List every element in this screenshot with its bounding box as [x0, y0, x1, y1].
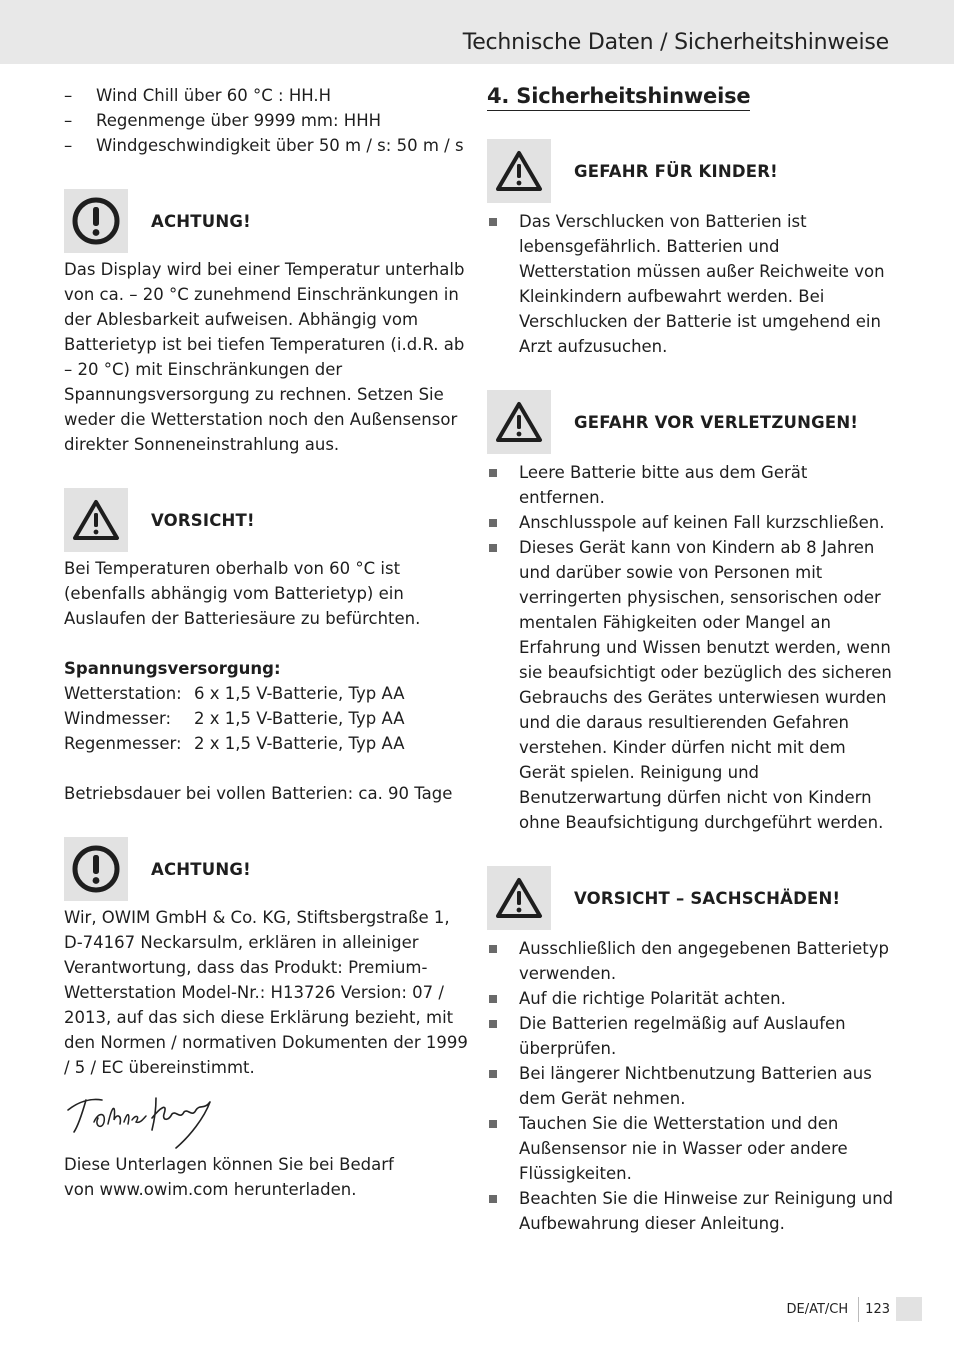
list-item: Auf die richtige Polarität achten. — [487, 986, 895, 1011]
footer-tab-marker — [896, 1297, 922, 1321]
warning-triangle-icon — [64, 488, 128, 552]
list-item: Leere Batterie bitte aus dem Gerät entfernen. — [487, 460, 895, 510]
exclamation-circle-icon — [64, 837, 128, 901]
signature-image — [64, 1080, 224, 1152]
declaration-text: Wir, OWIM GmbH & Co. KG, Stiftsbergstraße 1, D-74167 Neckarsulm, erklären in alleiniger Verantwortung, dass das Produkt: Premium-Wetterstation Model-Nr.: H13726 Version: 07 / 2013, auf das sich diese Erklärung bezieht, mit den Normen / normativen Dokumenten der 1999 / 5 / EC übereinstimmt. — [64, 908, 468, 1077]
section-title: 4. Sicherheitshinweise — [487, 83, 750, 111]
left-column — [64, 83, 472, 1202]
page-title: Technische Daten / Sicherheitshinweise — [462, 30, 889, 55]
notice-title: VORSICHT – SACHSCHÄDEN! — [574, 888, 841, 908]
sachschaeden-list — [487, 936, 895, 1236]
list-item: – Wind Chill über 60 °C : HH.H — [64, 86, 332, 105]
notice-title: GEFAHR FÜR KINDER! — [574, 161, 778, 181]
notice-gefahr-verletzungen — [487, 390, 895, 454]
list-item: Bei längerer Nichtbenutzung Batterien aus dem Gerät nehmen. — [487, 1061, 895, 1111]
notice-text: Bei Temperaturen oberhalb von 60 °C ist (ebenfalls abhängig vom Batterietyp) ein Auslaufen der Batteriesäure zu befürchten. — [64, 559, 421, 628]
notice-achtung-declaration — [64, 837, 472, 901]
spec-row: Regenmesser: 2 x 1,5 V-Batterie, Typ AA — [64, 734, 405, 753]
display-limits-list — [64, 83, 472, 158]
kinder-list — [487, 209, 895, 359]
notice-text: Das Display wird bei einer Temperatur unterhalb von ca. – 20 °C zunehmend Einschränkungen in der Ablesbarkeit aufweisen. Abhängig vom Batterietyp ist bei tiefen Temperaturen (i.d.R. ab – 20 °C) mit Einschränkungen der Spannungsversorgung zu rechnen. Setzen Sie weder die Wetterstation noch den Außensensor direkter Sonneneinstrahlung aus. — [64, 260, 465, 454]
notice-title: GEFAHR VOR VERLETZUNGEN! — [574, 412, 859, 432]
warning-triangle-icon — [487, 866, 551, 930]
language-code: DE/AT/CH — [786, 1301, 849, 1317]
list-item: Ausschließlich den angegebenen Batterietyp verwenden. — [487, 936, 895, 986]
list-item: – Windgeschwindigkeit über 50 m / s: 50 m / s — [64, 136, 464, 155]
notice-title: VORSICHT! — [151, 510, 255, 530]
warning-triangle-icon — [487, 390, 551, 454]
right-column — [487, 83, 895, 1236]
list-item: Die Batterien regelmäßig auf Auslaufen überprüfen. — [487, 1011, 895, 1061]
download-text: Diese Unterlagen können Sie bei Bedarf von www.owim.com herunterladen. — [64, 1155, 394, 1199]
list-item: Das Verschlucken von Batterien ist lebensgefährlich. Batterien und Wetterstation müssen außer Reichweite von Kleinkindern aufbewahrt werden. Bei Verschlucken der Batterie ist umgehend ein Arzt aufzusuchen. — [487, 209, 895, 359]
spec-row: Windmesser: 2 x 1,5 V-Batterie, Typ AA — [64, 709, 405, 728]
verletzung-list — [487, 460, 895, 835]
page-footer — [787, 1297, 923, 1321]
list-item: – Regenmenge über 9999 mm: HHH — [64, 111, 382, 130]
page-number: 123 — [858, 1297, 896, 1322]
warning-triangle-icon — [487, 139, 551, 203]
list-item: Anschlusspole auf keinen Fall kurzschließen. — [487, 510, 895, 535]
list-item: Tauchen Sie die Wetterstation und den Außensensor nie in Wasser oder andere Flüssigkeiten. — [487, 1111, 895, 1186]
notice-title: ACHTUNG! — [151, 211, 251, 231]
notice-vorsicht-temperature — [64, 488, 472, 552]
notice-vorsicht-sachschaeden — [487, 866, 895, 930]
notice-gefahr-kinder — [487, 139, 895, 203]
notice-achtung-display — [64, 189, 472, 253]
list-item: Dieses Gerät kann von Kindern ab 8 Jahren und darüber sowie von Personen mit verringerten physischen, sensorischen oder mentalen Fähigkeiten oder Mangel an Erfahrung und Wissen benutzt werden, wenn sie beaufsichtigt oder bezüglich des sicheren Gebrauchs des Gerätes unterwiesen wurden und die daraus resultierenden Gefahren verstehen. Kinder dürfen nicht mit dem Gerät spielen. Reinigung und Benutzerwartung dürfen nicht von Kindern ohne Beaufsichtigung durchgeführt werden. — [487, 535, 895, 835]
spec-row: Wetterstation: 6 x 1,5 V-Batterie, Typ AA — [64, 684, 405, 703]
power-heading: Spannungsversorgung: — [64, 659, 281, 678]
page-header — [0, 0, 954, 64]
list-item: Beachten Sie die Hinweise zur Reinigung und Aufbewahrung dieser Anleitung. — [487, 1186, 895, 1236]
exclamation-circle-icon — [64, 189, 128, 253]
battery-runtime: Betriebsdauer bei vollen Batterien: ca. 90 Tage — [64, 784, 453, 803]
notice-title: ACHTUNG! — [151, 859, 251, 879]
